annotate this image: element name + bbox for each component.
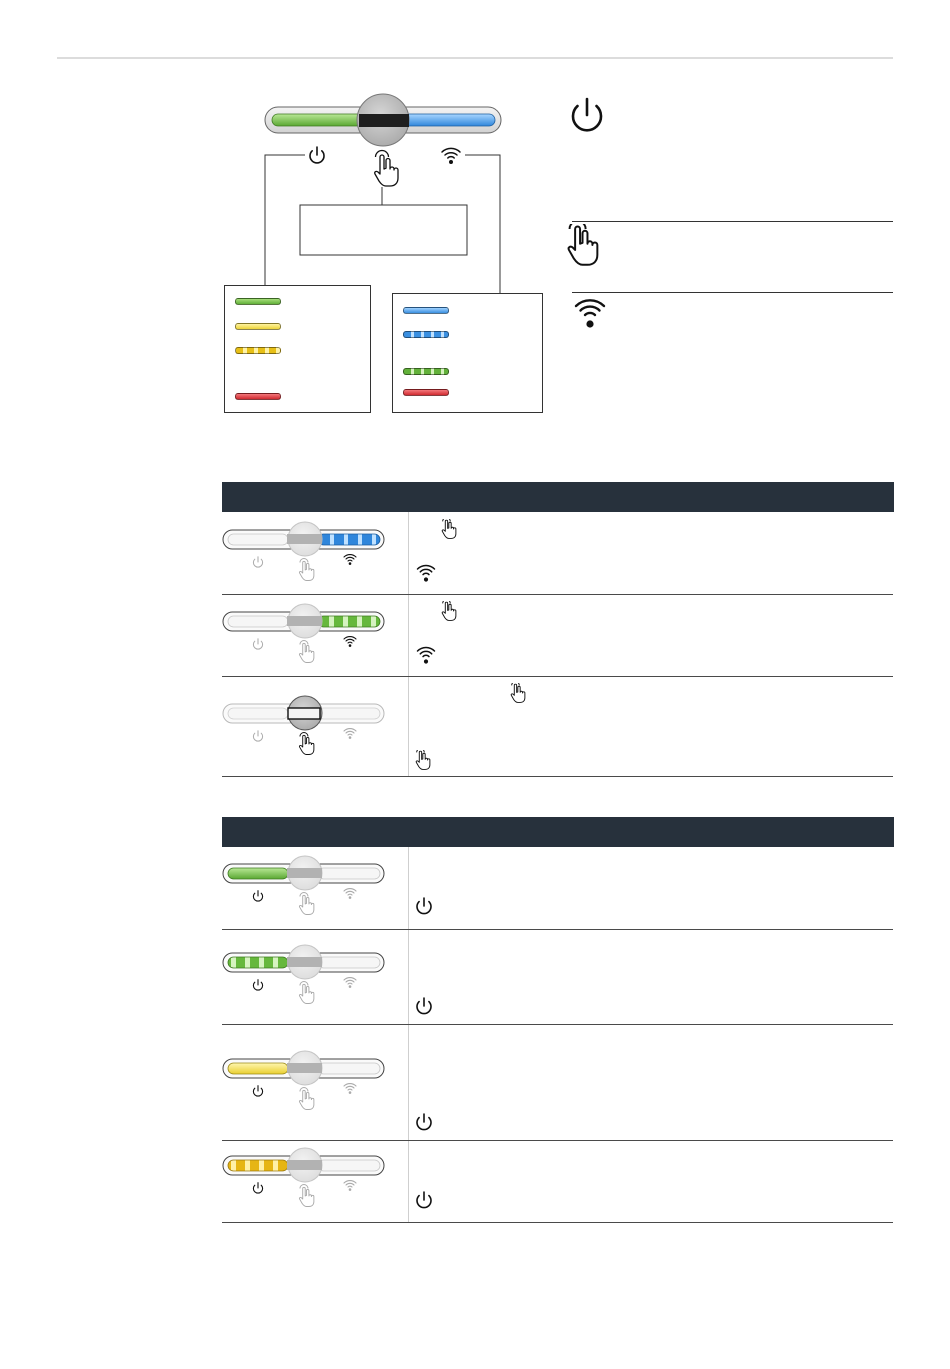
touch-hand-icon <box>440 601 460 621</box>
power-table-header <box>222 817 894 847</box>
wlan-table-header <box>222 482 894 512</box>
power-icon <box>310 147 324 163</box>
legend-red-steady <box>403 389 449 396</box>
device-indicator-button-frame <box>222 689 386 759</box>
column-divider <box>408 847 409 1222</box>
row-divider <box>222 1222 893 1223</box>
button-label-box <box>300 205 467 255</box>
top-rule <box>57 57 893 59</box>
device-indicator-green-steady <box>222 849 386 919</box>
row-divider <box>222 1024 893 1025</box>
legend-yellow-steady <box>235 323 281 330</box>
touch-hand-icon <box>375 151 398 187</box>
side-power-icon <box>568 94 606 134</box>
touch-hand-icon <box>509 683 529 703</box>
device-indicator-green-blinking <box>222 597 386 667</box>
column-divider <box>408 512 409 777</box>
power-icon <box>414 996 434 1016</box>
device-indicator-yellow-steady <box>222 1044 386 1114</box>
row-divider <box>222 929 893 930</box>
side-wifi-icon <box>572 295 608 331</box>
wifi-icon <box>442 148 460 164</box>
wlan-legend-box <box>392 293 543 413</box>
legend-yellow-blinking <box>235 347 281 354</box>
wifi-icon <box>415 645 435 665</box>
row-divider <box>222 776 893 777</box>
device-indicator-green-blinking <box>222 938 386 1008</box>
power-legend-box <box>224 285 371 413</box>
row-divider <box>222 676 893 677</box>
power-icon <box>414 1190 434 1210</box>
power-icon <box>414 1112 434 1132</box>
power-icon <box>414 896 434 916</box>
device-indicator-yellow-blinking <box>222 1141 386 1211</box>
divider <box>572 292 893 293</box>
legend-green-blinking <box>403 368 449 375</box>
legend-red-steady <box>235 393 281 400</box>
touch-hand-icon <box>440 519 460 539</box>
legend-blue-steady <box>403 307 449 314</box>
side-touch-hand-icon <box>566 224 604 266</box>
row-divider <box>222 594 893 595</box>
legend-blue-blinking <box>403 331 449 338</box>
button-center-bar <box>359 114 409 127</box>
device-indicator-blue-blinking <box>222 515 386 585</box>
legend-green-steady <box>235 298 281 305</box>
touch-hand-icon <box>414 750 434 770</box>
divider <box>572 221 893 222</box>
wifi-icon <box>415 563 435 583</box>
